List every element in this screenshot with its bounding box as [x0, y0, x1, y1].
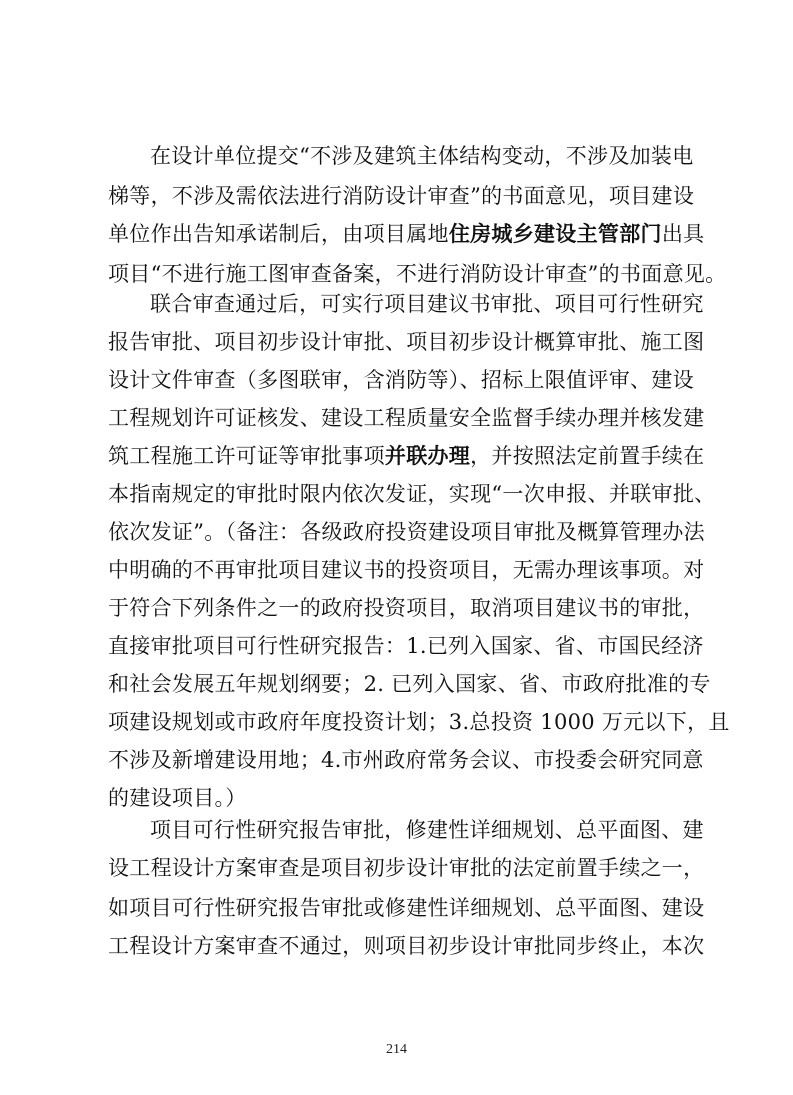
text-run: 项建设规划或市政府年度投资计划；3.总投资 1000 万元以下，且 — [108, 710, 730, 734]
text-run: 工程设计方案审查不通过，则项目初步设计审批同步终止，本次 — [108, 934, 705, 958]
text-run: 筑工程施工许可证等审批事项 — [108, 444, 385, 468]
text-run: 设工程设计方案审查是项目初步设计审批的法定前置手续之一， — [108, 856, 705, 880]
text-run: 项目可行性研究报告审批，修建性详细规划、总平面图、建 — [150, 818, 704, 842]
text-run: 梯等，不涉及需依法进行消防设计审查”的书面意见，项目建设 — [108, 184, 695, 208]
paragraph-2-line — [108, 324, 705, 360]
paragraph-1-line — [108, 216, 705, 252]
text-run: 出具 — [661, 222, 705, 246]
text-run: 项目“不进行施工图审查备案，不进行消防设计审查”的书面意见。 — [108, 262, 727, 286]
page-number: 214 — [386, 1042, 407, 1057]
paragraph-2-line — [108, 400, 705, 436]
text-run: 于符合下列条件之一的政府投资项目，取消项目建议书的审批， — [108, 596, 705, 620]
text-run: 不涉及新增建设用地；4.市州政府常务会议、市投委会研究同意 — [108, 748, 704, 772]
paragraph-3-line — [108, 850, 705, 886]
paragraph-2-line — [108, 590, 705, 626]
paragraph-3-line — [108, 890, 705, 926]
text-run: 和社会发展五年规划纲要；2. 已列入国家、省、市政府批准的专 — [108, 672, 711, 696]
paragraph-2-line — [108, 742, 704, 778]
bold-text: 并联办理 — [384, 443, 471, 468]
bold-text: 住房城乡建设主管部门 — [448, 221, 662, 246]
paragraph-2-line — [108, 704, 730, 740]
paragraph-2-line — [108, 666, 711, 702]
text-run: ，并按照法定前置手续在 — [470, 444, 705, 468]
paragraph-2-line — [108, 552, 705, 588]
text-run: 工程规划许可证核发、建设工程质量安全监督手续办理并核发建 — [108, 406, 705, 430]
paragraph-1-line — [150, 138, 694, 174]
paragraph-2-line — [108, 438, 705, 474]
text-run: 设计文件审查（多图联审，含消防等）、招标上限值评审、建设 — [108, 368, 694, 392]
text-run: 的建设项目。） — [108, 786, 247, 810]
paragraph-2-line — [108, 514, 705, 550]
paragraph-2-line — [108, 628, 704, 664]
paragraph-2-line — [108, 780, 688, 816]
paragraph-3-line — [108, 928, 705, 964]
text-run: 单位作出告知承诺制后，由项目属地 — [108, 222, 449, 246]
text-run: 中明确的不再审批项目建议书的投资项目，无需办理该事项。对 — [108, 558, 705, 582]
text-run: 报告审批、项目初步设计审批、项目初步设计概算审批、施工图 — [108, 330, 705, 354]
paragraph-2-line — [150, 286, 704, 322]
text-run: 联合审查通过后，可实行项目建议书审批、项目可行性研究 — [150, 292, 704, 316]
paragraph-2-line — [108, 476, 716, 512]
text-run: 直接审批项目可行性研究报告：1.已列入国家、省、市国民经济 — [108, 634, 704, 658]
paragraph-2-line — [108, 362, 694, 398]
text-run: 依次发证”。（备注：各级政府投资建设项目审批及概算管理办法 — [108, 520, 705, 544]
paragraph-3-line — [150, 812, 704, 848]
text-run: 在设计单位提交“不涉及建筑主体结构变动，不涉及加装电 — [150, 144, 694, 168]
text-run: 如项目可行性研究报告审批或修建性详细规划、总平面图、建设 — [108, 896, 705, 920]
paragraph-1-line — [108, 178, 695, 214]
text-run: 本指南规定的审批时限内依次发证，实现“一次申报、并联审批、 — [108, 482, 716, 506]
